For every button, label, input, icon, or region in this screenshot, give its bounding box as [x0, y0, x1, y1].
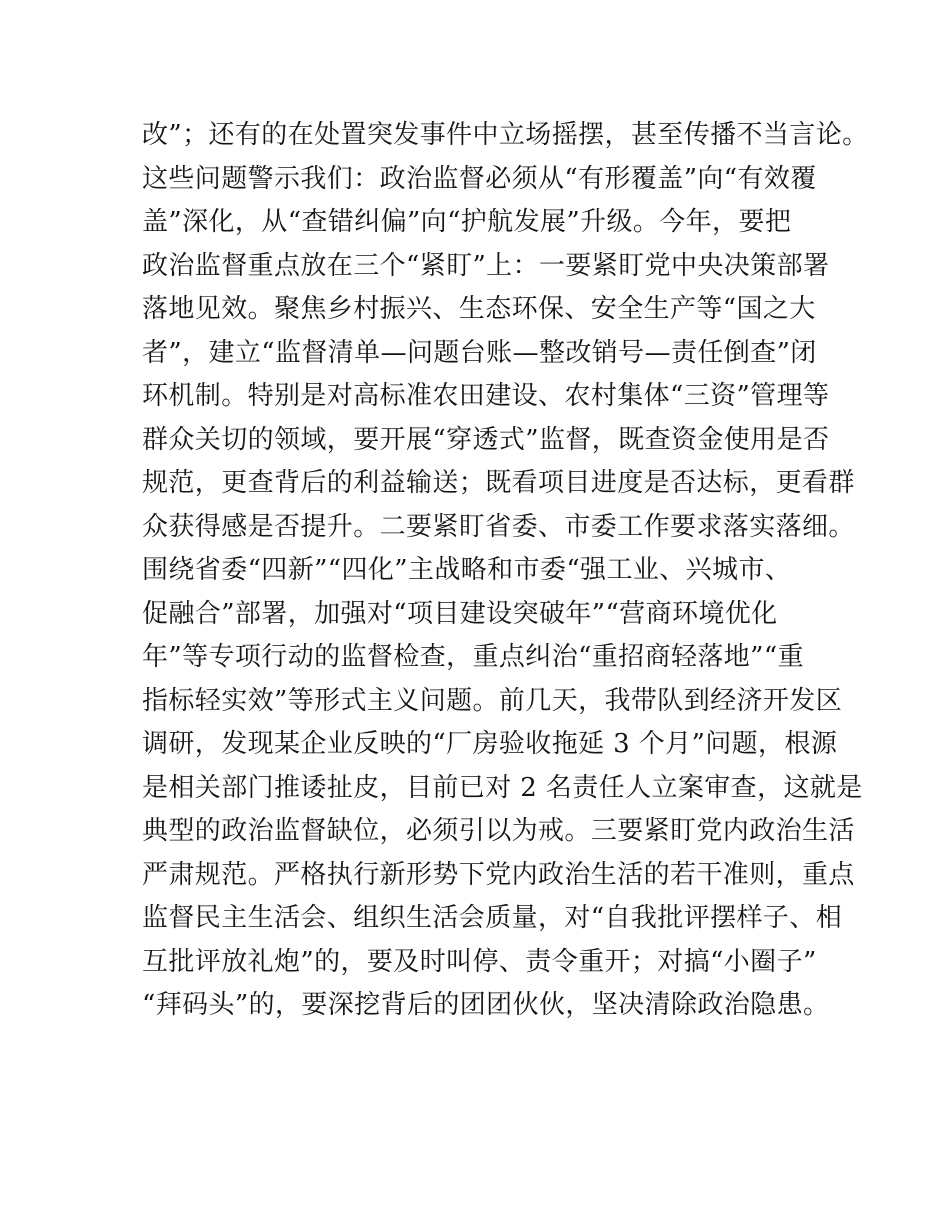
text-line: 落地见效。聚焦乡村振兴、生态环保、安全生产等“国之大 — [142, 294, 816, 324]
text-line: 群众关切的领域，要开展“穿透式”监督，既查资金使用是否 — [142, 424, 830, 455]
text-line: 指标轻实效”等形式主义问题。前几天，我带队到经济开发区 — [142, 685, 843, 716]
text-line: 年”等专项行动的监督检查，重点纠治“重招商轻落地”“重 — [142, 642, 804, 672]
text-line: 环机制。特别是对高标准农田建设、农村集体“三资”管理等 — [142, 381, 830, 411]
text-line: 围绕省委“四新”“四化”主战略和市委“强工业、兴城市、 — [142, 555, 792, 585]
text-line: 典型的政治监督缺位，必须引以为戒。三要紧盯党内政治生活 — [142, 816, 855, 846]
text-line: 这些问题警示我们：政治监督必须从“有形覆盖”向“有效覆 — [142, 163, 817, 194]
text-line: 众获得感是否提升。二要紧盯省委、市委工作要求落实落细。 — [142, 511, 855, 542]
text-line: 调研，发现某企业反映的“厂房验收拖延 3 个月”问题，根源 — [142, 729, 838, 759]
text-line: 盖”深化，从“查错纠偏”向“护航发展”升级。今年，要把 — [142, 207, 792, 237]
body-paragraph — [142, 114, 869, 1028]
text-line: 促融合”部署，加强对“项目建设突破年”“营商环境优化 — [142, 598, 778, 629]
text-line: 互批评放礼炮”的，要及时叫停、责令重开；对搞“小圈子” — [142, 946, 817, 977]
text-line: “拜码头”的，要深挖背后的团团伙伙，坚决清除政治隐患。 — [142, 990, 830, 1020]
text-line: 改”；还有的在处置突发事件中立场摇摆，甚至传播不当言论。 — [142, 120, 869, 150]
text-line: 是相关部门推诿扯皮，目前已对 2 名责任人立案审查，这就是 — [142, 772, 863, 803]
text-line: 监督民主生活会、组织生活会质量，对“自我批评摆样子、相 — [142, 903, 843, 933]
text-line: 严肃规范。严格执行新形势下党内政治生活的若干准则，重点 — [142, 859, 855, 890]
text-line: 政治监督重点放在三个“紧盯”上：一要紧盯党中央决策部署 — [142, 250, 830, 281]
text-line: 者”，建立“监督清单—问题台账—整改销号—责任倒查”闭 — [142, 337, 817, 368]
text-line: 规范，更查背后的利益输送；既看项目进度是否达标，更看群 — [142, 468, 855, 498]
